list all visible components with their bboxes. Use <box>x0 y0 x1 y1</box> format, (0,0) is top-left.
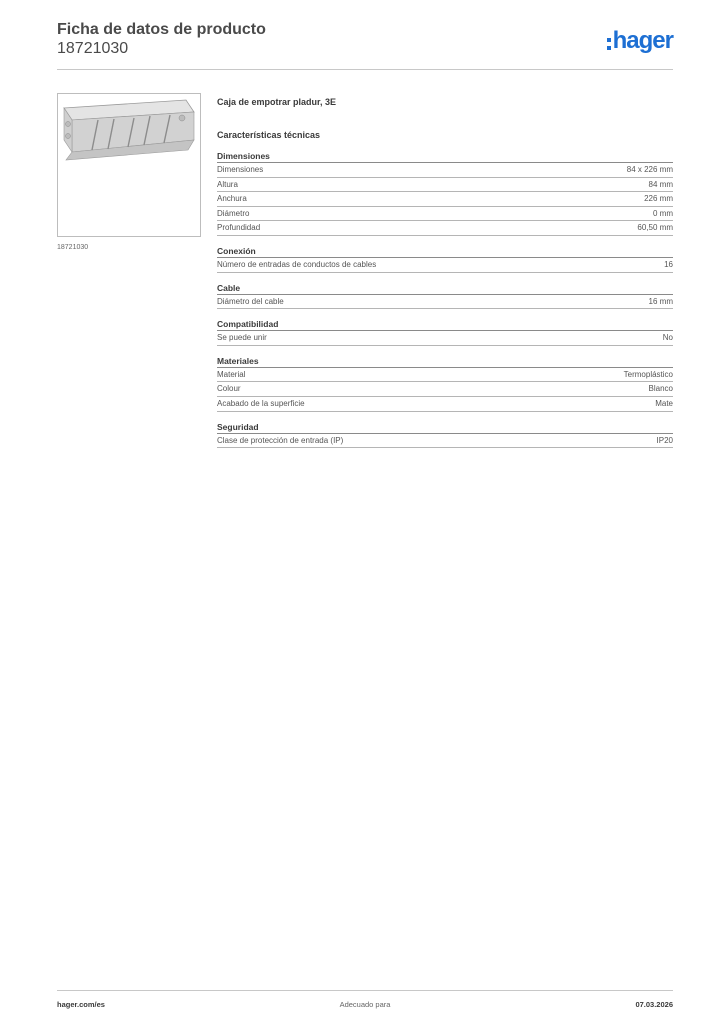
spec-label: Clase de protección de entrada (IP) <box>217 435 344 445</box>
page-footer <box>57 990 673 1014</box>
footer-website-link[interactable]: hager.com/es <box>57 1000 105 1009</box>
group-title: Cable <box>217 282 673 295</box>
spec-value: IP20 <box>656 435 673 445</box>
spec-row <box>217 434 673 449</box>
spec-group-materiales <box>217 355 673 412</box>
page-header <box>57 20 673 70</box>
spec-value: 0 mm <box>653 208 673 218</box>
spec-row <box>217 178 673 193</box>
spec-row <box>217 295 673 310</box>
spec-group-dimensiones <box>217 150 673 236</box>
hager-logo[interactable] <box>607 26 673 56</box>
spec-label: Diámetro <box>217 208 250 218</box>
product-name: Caja de empotrar pladur, 3E <box>217 97 337 107</box>
flush-box-illustration-icon <box>58 94 200 236</box>
spec-value: No <box>662 333 673 343</box>
spec-row <box>217 258 673 273</box>
group-title: Dimensiones <box>217 150 673 163</box>
group-title: Compatibilidad <box>217 318 673 331</box>
section-heading: Características técnicas <box>217 130 321 140</box>
spec-label: Se puede unir <box>217 333 267 343</box>
spec-value: 84 mm <box>648 179 673 189</box>
spec-label: Dimensiones <box>217 165 264 174</box>
document-title: Ficha de datos de producto <box>57 21 266 38</box>
spec-value: 16 mm <box>648 296 673 306</box>
specifications <box>217 96 673 448</box>
spec-value: Mate <box>655 398 673 408</box>
spec-label: Material <box>217 369 246 379</box>
spec-row <box>217 192 673 207</box>
product-reference: 18721030 <box>57 40 129 57</box>
logo-dots-icon <box>607 38 611 50</box>
spec-row <box>217 163 673 178</box>
spec-value: 226 mm <box>644 194 673 204</box>
logo-text: hager <box>612 27 673 54</box>
spec-value: 60,50 mm <box>637 223 673 233</box>
spec-group-cable <box>217 282 673 310</box>
product-image <box>57 93 201 237</box>
spec-label: Colour <box>217 384 241 394</box>
group-title: Materiales <box>217 355 673 368</box>
spec-label: Anchura <box>217 194 247 204</box>
spec-row <box>217 331 673 346</box>
spec-group-seguridad <box>217 421 673 449</box>
footer-date: 07.03.2026 <box>635 1000 673 1009</box>
group-title: Conexión <box>217 245 673 258</box>
spec-value: Blanco <box>648 384 673 394</box>
spec-group-conexion <box>217 245 673 273</box>
spec-label: Acabado de la superficie <box>217 398 305 408</box>
spec-label: Profundidad <box>217 223 261 233</box>
spec-row <box>217 397 673 412</box>
spec-value: Termoplástico <box>623 369 673 379</box>
spec-row <box>217 221 673 236</box>
spec-label: Diámetro del cable <box>217 296 284 306</box>
spec-value: 16 <box>664 259 673 269</box>
spec-label: Altura <box>217 179 238 189</box>
spec-row <box>217 207 673 222</box>
group-title: Seguridad <box>217 421 673 434</box>
spec-row <box>217 368 673 383</box>
spec-label: Número de entradas de conductos de cables <box>217 259 377 269</box>
spec-value: 84 x 226 mm <box>626 165 673 174</box>
footer-suitable-for: Adecuado para <box>339 1000 391 1009</box>
image-caption: 18721030 <box>57 244 89 251</box>
spec-row <box>217 382 673 397</box>
spec-group-compatibilidad <box>217 318 673 346</box>
